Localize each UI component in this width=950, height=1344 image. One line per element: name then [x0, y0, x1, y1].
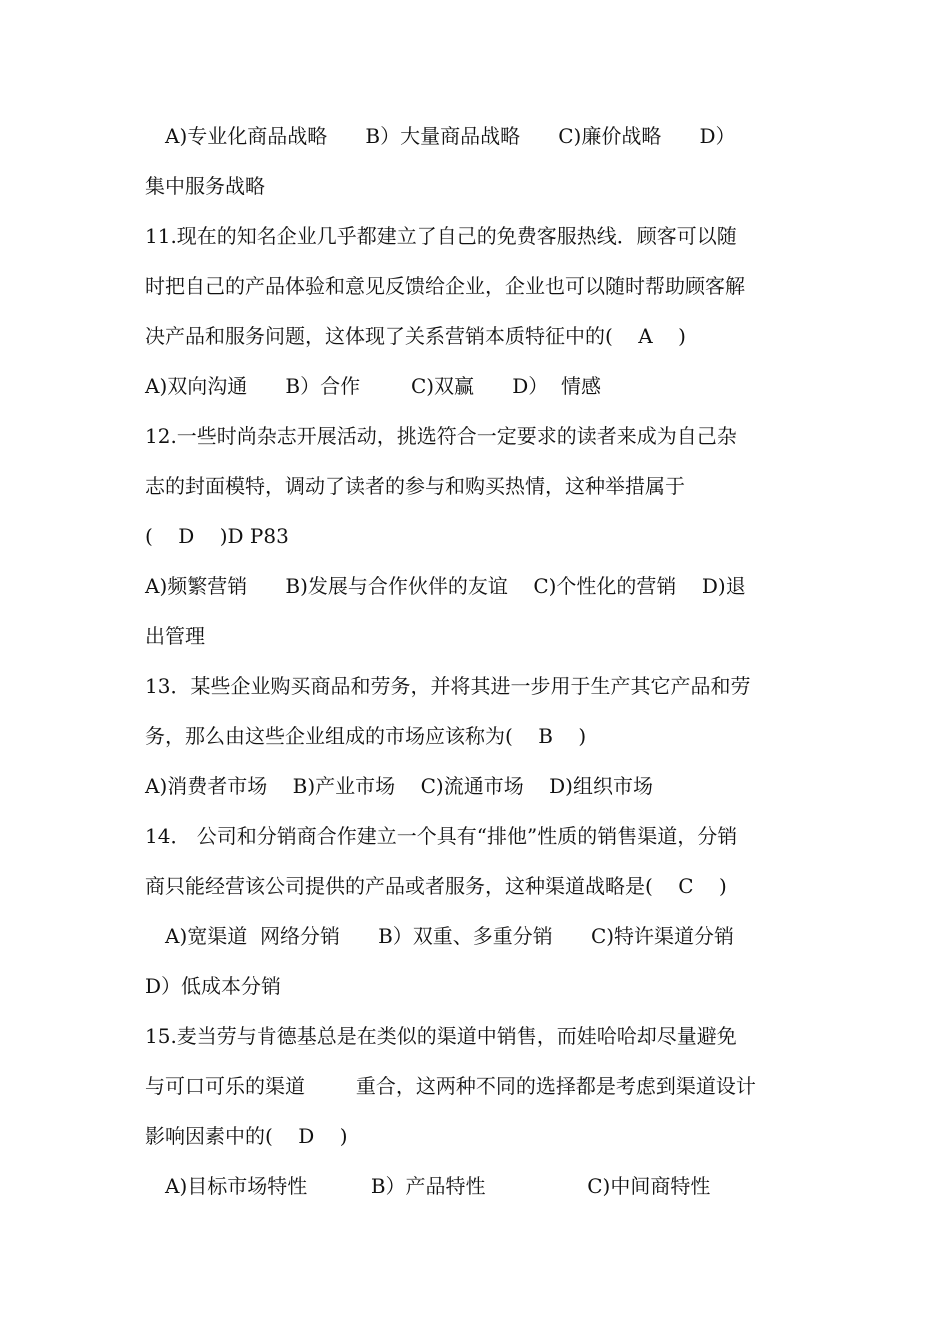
text-line-q11-options: A)双向沟通 B）合作 C)双赢 D） 情感 [145, 374, 601, 398]
text-line-q13-options: A)消费者市场 B)产业市场 C)流通市场 D)组织市场 [145, 774, 653, 798]
text-line-q14-options: A)宽渠道 网络分销 B）双重、多重分销 C)特许渠道分销 [165, 924, 735, 948]
text-line-q11-3: 决产品和服务问题，这体现了关系营销本质特征中的( A ) [145, 324, 686, 348]
text-line-q10-options-cont: 集中服务战略 [145, 174, 265, 198]
text-line-q15-3: 影响因素中的( D ) [145, 1124, 348, 1148]
text-line-q15-2: 与可口可乐的渠道 重合，这两种不同的选择都是考虑到渠道设计 [145, 1074, 756, 1098]
text-line-q13-1: 13．某些企业购买商品和劳务，并将其进一步用于生产其它产品和劳 [145, 674, 751, 698]
text-line-q11-2: 时把自己的产品体验和意见反馈给企业，企业也可以随时帮助顾客解 [145, 274, 745, 298]
text-line-q12-2: 志的封面模特，调动了读者的参与和购买热情，这种举措属于 [145, 474, 685, 498]
text-line-q14-options-cont: D）低成本分销 [145, 974, 282, 998]
text-line-q12-options-cont: 出管理 [145, 624, 205, 648]
text-line-q14-2: 商只能经营该公司提供的产品或者服务，这种渠道战略是( C ) [145, 874, 727, 898]
text-line-q15-1: 15.麦当劳与肯德基总是在类似的渠道中销售，而娃哈哈却尽量避免 [145, 1024, 737, 1048]
text-line-q12-1: 12.一些时尚杂志开展活动，挑选符合一定要求的读者来成为自己杂 [145, 424, 737, 448]
text-line-q10-options: A)专业化商品战略 B）大量商品战略 C)廉价战略 D） [165, 124, 736, 148]
text-line-q11-1: 11.现在的知名企业几乎都建立了自己的免费客服热线．顾客可以随 [145, 224, 737, 248]
text-line-q15-options: A)目标市场特性 B）产品特性 C)中间商特性 [165, 1174, 711, 1198]
text-line-q13-2: 务，那么由这些企业组成的市场应该称为( B ) [145, 724, 587, 748]
text-line-q14-1: 14． 公司和分销商合作建立一个具有“排他”性质的销售渠道，分销 [145, 824, 738, 848]
text-line-q12-options: A)频繁营销 B)发展与合作伙伴的友谊 C)个性化的营销 D)退 [145, 574, 746, 598]
text-line-q12-3: ( D )D P83 [145, 524, 289, 548]
